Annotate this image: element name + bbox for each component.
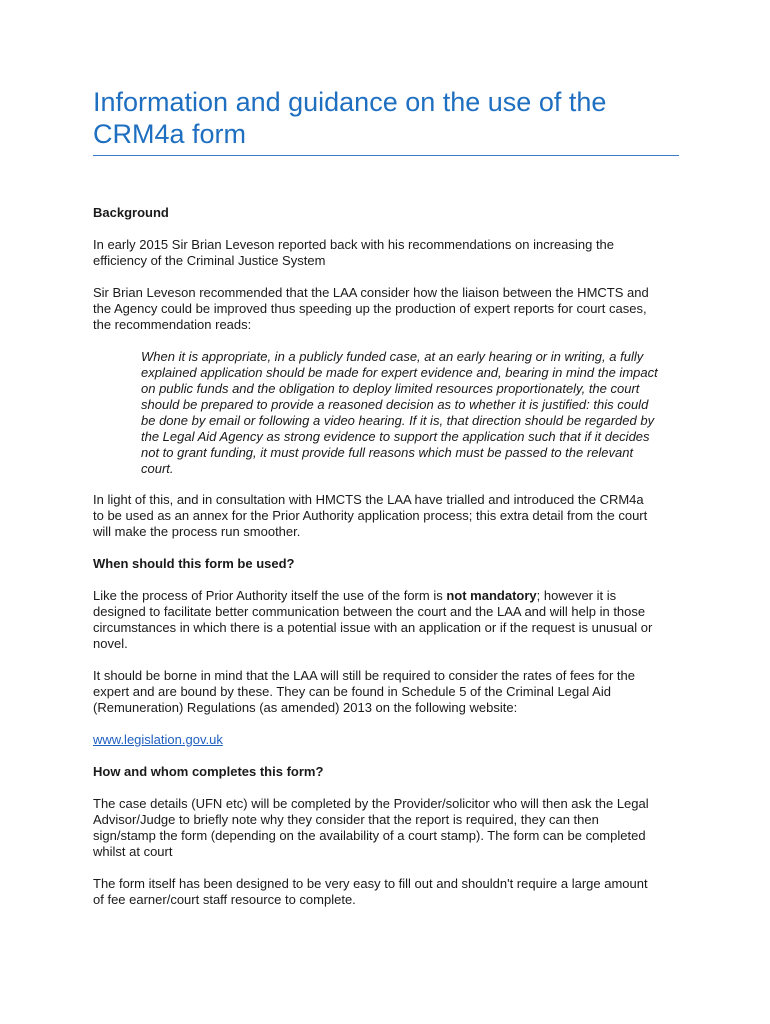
background-paragraph-2: Sir Brian Leveson recommended that the LAA consider how the liaison between the HMCTS and the Agency could be improved thus speeding up the production of expert reports for court cases, the recommendation reads:: [93, 285, 649, 332]
document-body: [93, 205, 658, 924]
background-paragraph-1: In early 2015 Sir Brian Leveson reported back with his recommendations on increasing the efficiency of the Criminal Justice System: [93, 237, 615, 268]
when-paragraph-1-start: Like the process of Prior Authority itself the use of the form is: [93, 588, 447, 603]
how-paragraph-2: The form itself has been designed to be very easy to fill out and shouldn't require a large amount of fee earner/court staff resource to complete.: [93, 876, 648, 907]
when-heading: When should this form be used?: [93, 556, 295, 571]
page-title: Information and guidance on the use of the CRM4a form: [93, 87, 607, 149]
background-paragraph-3: In light of this, and in consultation with HMCTS the LAA have trialled and introduced the CRM4a to be used as an annex for the Prior Authority application process; this extra detail from the court will make the process run smoother.: [93, 492, 648, 539]
when-paragraph-1-end: ; however it is designed to facilitate better communication between the court and the LAA and will help in those circumstances in which there is a potential issue with an application or if the request is unusual or novel.: [93, 588, 653, 651]
not-mandatory-emphasis: not mandatory: [446, 588, 537, 603]
when-paragraph-1: [93, 588, 653, 652]
title-divider: [93, 155, 679, 156]
recommendation-quote: When it is appropriate, in a publicly funded case, at an early hearing or in writing, a fully explained application should be made for expert evidence and, bearing in mind the impact on public funds and the obligation to deploy limited resources proportionately, the court should be prepared to provide a reasoned decision as to whether it is justified: this could be done by email or following a video hearing. If it is, that direction should be regarded by the Legal Aid Agency as strong evidence to support the application such that if it decides not to grant funding, it must provide full reasons which must be passed to the relevant court.: [141, 349, 658, 476]
how-heading: How and whom completes this form?: [93, 764, 324, 779]
legislation-link[interactable]: www.legislation.gov.uk: [93, 732, 223, 747]
legislation-link-paragraph: [93, 732, 653, 748]
background-heading: Background: [93, 205, 169, 220]
how-paragraph-1: The case details (UFN etc) will be completed by the Provider/solicitor who will then ask the Legal Advisor/Judge to briefly note why they consider that the report is required, they can then sign/stamp the form (depending on the availability of a court stamp). The form can be completed whilst at court: [93, 796, 649, 859]
when-paragraph-2: It should be borne in mind that the LAA will still be required to consider the rates of fees for the expert and are bound by these. They can be found in Schedule 5 of the Criminal Legal Aid (Remuneration) Regulations (as amended) 2013 on the following website:: [93, 668, 635, 715]
